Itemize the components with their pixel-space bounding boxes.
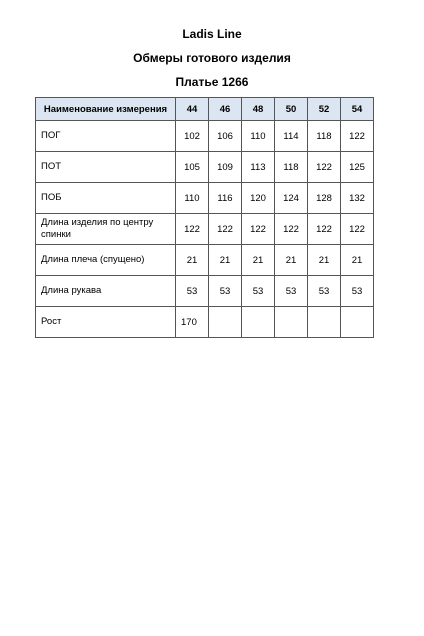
table-row	[36, 214, 374, 245]
header-measurement-name: Наименование измерения	[36, 98, 176, 121]
cell-value: 53	[308, 276, 341, 307]
cell-value: 116	[209, 183, 242, 214]
cell-value: 53	[275, 276, 308, 307]
cell-value: 21	[209, 245, 242, 276]
cell-value	[242, 307, 275, 338]
cell-value: 53	[242, 276, 275, 307]
table-row	[36, 152, 374, 183]
model-title: Платье 1266	[175, 75, 249, 89]
row-label: Длина плеча (спущено)	[36, 245, 176, 276]
cell-value	[341, 307, 374, 338]
cell-value: 122	[275, 214, 308, 245]
cell-value: 106	[209, 121, 242, 152]
header-size: 52	[308, 98, 341, 121]
table-row	[36, 307, 374, 338]
table-row	[36, 276, 374, 307]
row-label: Рост	[36, 307, 176, 338]
table-row	[36, 245, 374, 276]
cell-value: 118	[308, 121, 341, 152]
cell-value: 122	[176, 214, 209, 245]
header-size: 50	[275, 98, 308, 121]
cell-value: 132	[341, 183, 374, 214]
cell-value: 118	[275, 152, 308, 183]
cell-value: 53	[209, 276, 242, 307]
cell-value: 125	[341, 152, 374, 183]
cell-value: 109	[209, 152, 242, 183]
cell-value: 122	[209, 214, 242, 245]
cell-value: 110	[242, 121, 275, 152]
brand-name: Ladis Line	[182, 27, 242, 41]
table-row	[36, 183, 374, 214]
table-header-row	[36, 98, 374, 121]
header-size: 54	[341, 98, 374, 121]
cell-value: 21	[176, 245, 209, 276]
row-label: ПОГ	[36, 121, 176, 152]
header-size: 46	[209, 98, 242, 121]
cell-value: 122	[341, 121, 374, 152]
table-row	[36, 121, 374, 152]
cell-value: 113	[242, 152, 275, 183]
cell-value: 53	[341, 276, 374, 307]
cell-value: 124	[275, 183, 308, 214]
cell-value: 114	[275, 121, 308, 152]
cell-value: 21	[341, 245, 374, 276]
measurements-table	[35, 97, 374, 338]
cell-value	[308, 307, 341, 338]
document-subtitle: Обмеры готового изделия	[133, 51, 291, 65]
cell-value: 122	[308, 152, 341, 183]
cell-value: 120	[242, 183, 275, 214]
cell-value	[275, 307, 308, 338]
cell-value: 122	[341, 214, 374, 245]
cell-value: 122	[242, 214, 275, 245]
header-size: 48	[242, 98, 275, 121]
row-label: ПОТ	[36, 152, 176, 183]
cell-value: 21	[275, 245, 308, 276]
row-label: Длина рукава	[36, 276, 176, 307]
row-label: Длина изделия по центру спинки	[36, 214, 176, 245]
row-label: ПОБ	[36, 183, 176, 214]
cell-value: 122	[308, 214, 341, 245]
cell-value: 170	[176, 307, 209, 338]
cell-value	[209, 307, 242, 338]
cell-value: 53	[176, 276, 209, 307]
cell-value: 21	[308, 245, 341, 276]
header-size: 44	[176, 98, 209, 121]
cell-value: 105	[176, 152, 209, 183]
cell-value: 110	[176, 183, 209, 214]
cell-value: 102	[176, 121, 209, 152]
cell-value: 21	[242, 245, 275, 276]
cell-value: 128	[308, 183, 341, 214]
